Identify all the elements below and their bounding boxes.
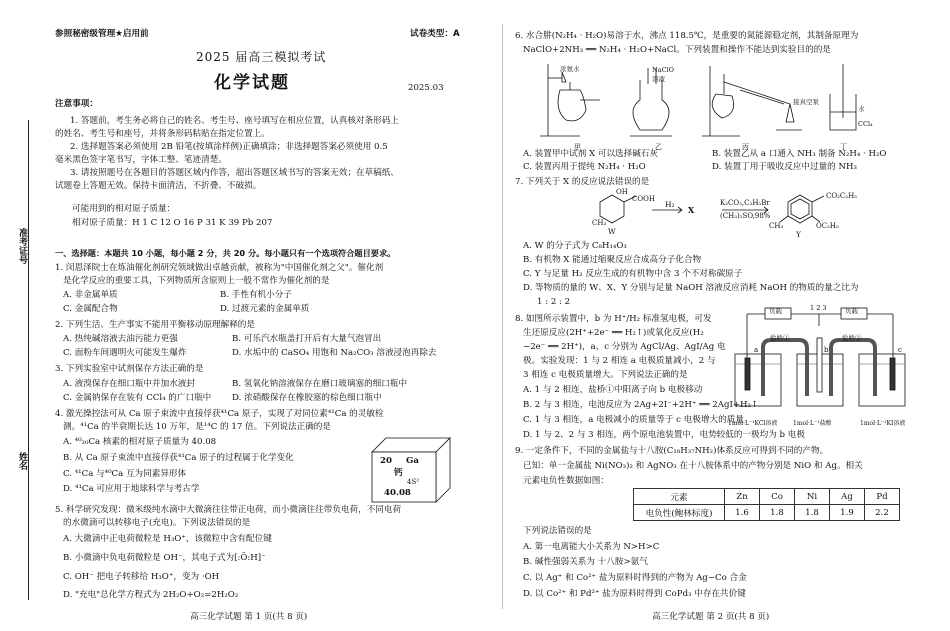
q6-option-b: B. 装置乙从 a 口通入 NH₃ 制备 N₂H₄ · H₂O: [712, 149, 887, 159]
q5-stem: 的水微滴可以转移电子(充电)。下列说法错误的是: [63, 518, 251, 528]
q2-option-a: A. 热纯碱溶液去油污能力更强: [63, 334, 178, 344]
table-cell: 1.9: [830, 505, 865, 521]
admission-number-label: 准考证号: [17, 228, 27, 264]
q6-stem: NaClO+2NH₃ ══ N₂H₄ · H₂O+NaCl。下列装置和操作不能达到实验目的的是: [523, 45, 831, 55]
notice-line: 毫米黑色签字笔书写，字体工整、笔迹清楚。: [55, 155, 227, 165]
q3-option-b: B. 氢氧化钠溶液保存在磨口玻璃塞的细口瓶中: [232, 379, 408, 389]
q1-stem: 1. 闵恩泽院士在炼油催化剂研究领域做出卓越贡献，被称为"中国催化剂之父"。催化剂: [55, 263, 384, 273]
q8-option-b: B. 2 与 3 相连，电池反应为 2Ag+2I⁻+2H⁺ ══ 2AgI+H₂↑: [523, 400, 759, 410]
q5-option-a: A. 大微滴中正电荷微粒是 H₃O⁺，该微粒中含有配位键: [63, 534, 272, 544]
salt-bridge-1: 盐桥①: [770, 334, 790, 342]
q9-option-b: B. 碱性强弱关系为 十八胺>氨气: [523, 557, 648, 567]
q7-option-b: B. 有机物 X 能通过缩聚反应合成高分子化合物: [523, 255, 702, 265]
electrode-c: c: [898, 346, 902, 354]
q5-stem: 5. 科学研究发现：微米级纯水滴中大微滴往往带正电荷，而小微滴往往带负电荷，不同电荷: [55, 505, 402, 515]
exam-date: 2025.03: [408, 83, 444, 93]
q3-option-a: A. 液溴保存在细口瓶中并加水液封: [63, 379, 195, 389]
q8-option-a: A. 1 与 2 相连，盐桥①中阳离子向 b 电极移动: [523, 385, 703, 395]
cube-mass: 40.08: [384, 488, 411, 498]
footer-right: 高三化学试题 第 2 页(共 8 页): [652, 612, 770, 622]
q3-option-c: C. 金属钠保存在装有 CCl₄ 的广口瓶中: [63, 393, 212, 403]
table-header-row: [634, 489, 900, 505]
q8-stem: −2e⁻ ══ 2H⁺)，a、c 分别为 AgCl/Ag、AgI/Ag 电: [523, 342, 726, 352]
compound-x: X: [688, 205, 695, 215]
w-oh-label: OH: [616, 188, 628, 196]
footer-left: 高三化学试题 第 1 页(共 8 页): [190, 612, 308, 622]
notice-line: 3. 请按照题号在各题目的答题区域内作答，超出答题区域书写的答案无效；在草稿纸、: [70, 168, 399, 178]
q7-option-c: C. Y 与足量 H₂ 反应生成的有机物中含 3 个不对称碳原子: [523, 269, 743, 279]
secret-level: 参照秘密级管理★启用前: [55, 29, 149, 39]
label-bing: 丙: [742, 143, 749, 151]
cube-name: 钙: [394, 468, 403, 478]
cube-atomic-number: 20: [380, 456, 392, 466]
subject-title: 化学试题: [214, 73, 290, 93]
q8-cell-diagram: [733, 304, 913, 414]
q4-option-a: A. ⁴⁰₂₀Ca 核素的相对原子质量为 40.08: [63, 437, 217, 447]
q9-option-a: A. 第一电离能大小关系为 N>H>C: [523, 542, 660, 552]
q6-option-c: C. 装置丙用于提纯 N₂H₄ · H₂O: [523, 162, 646, 172]
q2-option-d: D. 水垢中的 CaSO₄ 用饱和 Na₂CO₃ 溶液浸泡再除去: [232, 348, 437, 358]
q9-stem: 9. 一定条件下，不同的金属盐与十八胺(C₁₈H₃₇NH₂)体系反应可得到不同的产物。: [515, 446, 829, 456]
q2-option-c: C. 面粉车间遇明火可能发生爆炸: [63, 348, 187, 358]
switch-numbers: 1 2 3: [810, 304, 827, 312]
reagent-line2: (CH₃)₂SO,98%: [720, 212, 771, 220]
q1-stem: 是化学反应的重要工具，下列物质所含原则上一般不常作为催化剂的是: [63, 276, 330, 286]
q1-option-a: A. 非金属单质: [63, 290, 118, 300]
y-ch3-label: CH₃: [769, 222, 784, 230]
label-yi: 乙: [655, 143, 662, 151]
notice-heading: 注意事项：: [55, 99, 98, 109]
q4-option-b: B. 从 Ca 原子束流中直接俘获⁴¹Ca 原子的过程属于化学变化: [63, 453, 294, 463]
q8-stem: 极。实验发现：1 与 2 相连 a 电极质量减小，2 与: [523, 356, 716, 366]
exam-title: 2025 届高三模拟考试: [196, 50, 327, 64]
table-cell: 电负性(鲍林标度): [634, 505, 725, 521]
q4-option-d: D. ⁴¹Ca 可应用于地球科学与考古学: [63, 484, 200, 494]
compound-y: Y: [796, 230, 801, 239]
notice-line: 的姓名、考生号和座号，并将条形码粘贴在指定位置上。: [55, 129, 270, 139]
label-conc-ammonia: 浓氨水: [560, 65, 580, 73]
q8-stem: 8. 如图所示装置中，b 为 H⁺/H₂ 标准氢电极，可发: [515, 314, 712, 324]
notice-line: 1. 答题前，考生务必将自己的姓名、考生号、座号填写在相应位置，认真核对条形码上: [70, 116, 399, 126]
notice-line: 2. 选择题答案必须使用 2B 铅笔(按填涂样例)正确填涂；非选择题答案必须使用 0.5: [70, 142, 388, 152]
label-naclo: NaClO 溶液: [652, 66, 674, 83]
label-ccl4: CCl₄: [858, 120, 873, 128]
electrode-b: b: [824, 346, 829, 354]
q6-apparatus-diagram: [540, 60, 900, 145]
q2-stem: 2. 下列生活、生产事实不能用平衡移动原理解释的是: [55, 320, 255, 330]
table-cell: Ag: [830, 489, 865, 505]
binding-line: [28, 120, 43, 600]
q9-stem: 已知：单一金属盐 Ni(NO₃)₂ 和 AgNO₃ 在十八胺体系中的产物分别是 NiO 和 Ag。相关: [523, 461, 863, 471]
solution-hcl: 1mol·L⁻¹盐酸: [793, 420, 832, 427]
table-cell: Zn: [725, 489, 760, 505]
solution-kcl: 1mol·L⁻¹KCl溶液: [728, 420, 778, 427]
q4-stem: 4. 激光操控法可从 Ca 原子束流中直接俘获⁴¹Ca 原子，实现了对同位素⁴¹Ca 的灵敏检: [55, 409, 384, 419]
q9-question: 下列说法错误的是: [523, 526, 592, 536]
q7-option-d: D. 等物质的量的 W、X、Y 分别与足量 NaOH 溶液反应消耗 NaOH 的物质的量之比为: [523, 283, 859, 293]
y-ether-label: OC₂H₅: [816, 222, 839, 230]
q8-option-c: C. 1 与 3 相连，a 电极减小的质量等于 c 电极增大的质量: [523, 415, 744, 425]
table-cell: Pd: [865, 489, 900, 505]
notice-line: 试题卷上答题无效。保持卡面清洁，不折叠、不破损。: [55, 181, 262, 191]
solution-ki: 1mol·L⁻¹KI溶液: [860, 420, 906, 427]
q3-stem: 3. 下列实验室中试剂保存方法正确的是: [55, 364, 204, 374]
table-row: [634, 505, 900, 521]
table-cell: 1.8: [760, 505, 795, 521]
page-divider: [502, 24, 503, 609]
table-cell: 元素: [634, 489, 725, 505]
table-cell: 1.6: [725, 505, 760, 521]
q1-option-d: D. 过渡元素的金属单质: [220, 304, 310, 314]
q6-option-a: A. 装置甲中试剂 X 可以选择碱石灰: [523, 149, 658, 159]
w-cooh-label: COOH: [632, 195, 655, 203]
label-vacuum: 接真空泵: [793, 98, 819, 106]
table-cell: 1.8: [795, 505, 830, 521]
atomic-mass-line: 相对原子质量：H 1 C 12 O 16 P 31 K 39 Pb 207: [72, 218, 273, 228]
load-1: 负载: [769, 307, 782, 315]
label-water: 水: [858, 105, 865, 113]
compound-w: W: [608, 227, 616, 236]
name-label: 姓名: [17, 452, 27, 470]
q7-stem: 7. 下列关于 X 的反应说法错误的是: [515, 177, 650, 187]
q6-stem: 6. 水合肼(N₂H₄ · H₂O)易溶于水，沸点 118.5℃，是重要的氮能源稳定剂，其制备原理为: [515, 31, 859, 41]
q6-option-d: D. 装置丁用于吸收反应中过量的 NH₃: [712, 162, 857, 172]
paper-type: 试卷类型：A: [410, 29, 460, 39]
q3-option-d: D. 浓硝酸保存在橡胶塞的棕色细口瓶中: [232, 393, 382, 403]
salt-bridge-2: 盐桥②: [842, 334, 862, 342]
electronegativity-table: [633, 488, 900, 521]
q4-option-c: C. ⁴¹Ca 与⁴⁰Ca 互为同素异形体: [63, 469, 187, 479]
section-heading: 一、选择题：本题共 10 小题，每小题 2 分，共 20 分。每小题只有一个选项符合题目要求。: [55, 248, 396, 258]
q8-option-d: D. 1 与 2、2 与 3 相连，两个原电池装置中，电势较低的一极均为 b 电极: [523, 430, 805, 440]
q5-option-b: B. 小微滴中负电荷微粒是 OH⁻，其电子式为[:Ö:H]⁻: [63, 553, 266, 563]
label-ding: 丁: [840, 143, 847, 151]
q9-stem: 元素电负性数据如图：: [523, 476, 609, 486]
q4-stem: 测。⁴¹Ca 的半衰期长达 10 万年，是¹⁴C 的 17 倍。下列说法正确的是: [63, 422, 331, 432]
q5-option-c: C. OH⁻ 把电子转移给 H₃O⁺，变为 ·OH: [63, 572, 220, 582]
q1-option-c: C. 金属配合物: [63, 304, 118, 314]
y-ester-label: CO₂C₂H₅: [826, 192, 857, 200]
reagent-line1: K₂CO₃,C₂H₅Br: [720, 199, 770, 207]
table-cell: Ni: [795, 489, 830, 505]
cube-symbol: Ga: [406, 456, 419, 466]
q8-stem: 生还原反应(2H⁺+2e⁻ ══ H₂↑)或氧化反应(H₂: [523, 328, 704, 338]
q9-option-c: C. 以 Ag⁺ 和 Co²⁺ 盐为原料时得到的产物为 Ag−Co 合金: [523, 573, 747, 583]
table-cell: Co: [760, 489, 795, 505]
w-ch3-label: CH₃: [592, 219, 607, 227]
h2-reagent: H₂: [665, 200, 675, 209]
q2-option-b: B. 可乐汽水瓶盖打开后有大量气泡冒出: [232, 334, 382, 344]
load-2: 负载: [845, 307, 858, 315]
electrode-a: a: [754, 346, 759, 354]
q7-option-a: A. W 的分子式为 C₈H₁₄O₃: [523, 241, 627, 251]
q7-option-d-ratio: 1 : 2 : 2: [537, 297, 571, 307]
q8-stem: 3 相连 c 电极质量增大。下列说法正确的是: [523, 370, 688, 380]
q9-option-d: D. 以 Co²⁺ 和 Pd²⁺ 盐为原料时得到 CoPd₃ 中存在共价键: [523, 589, 746, 599]
table-cell: 2.2: [865, 505, 900, 521]
q1-option-b: B. 手性有机小分子: [220, 290, 292, 300]
label-jia: 甲: [574, 143, 581, 151]
q5-option-d: D. "充电"总化学方程式为 2H₂O+O₂=2H₂O₂: [63, 590, 239, 600]
cube-config: 4S²: [407, 478, 420, 486]
notice-line: 可能用到的相对原子质量：: [72, 204, 176, 214]
